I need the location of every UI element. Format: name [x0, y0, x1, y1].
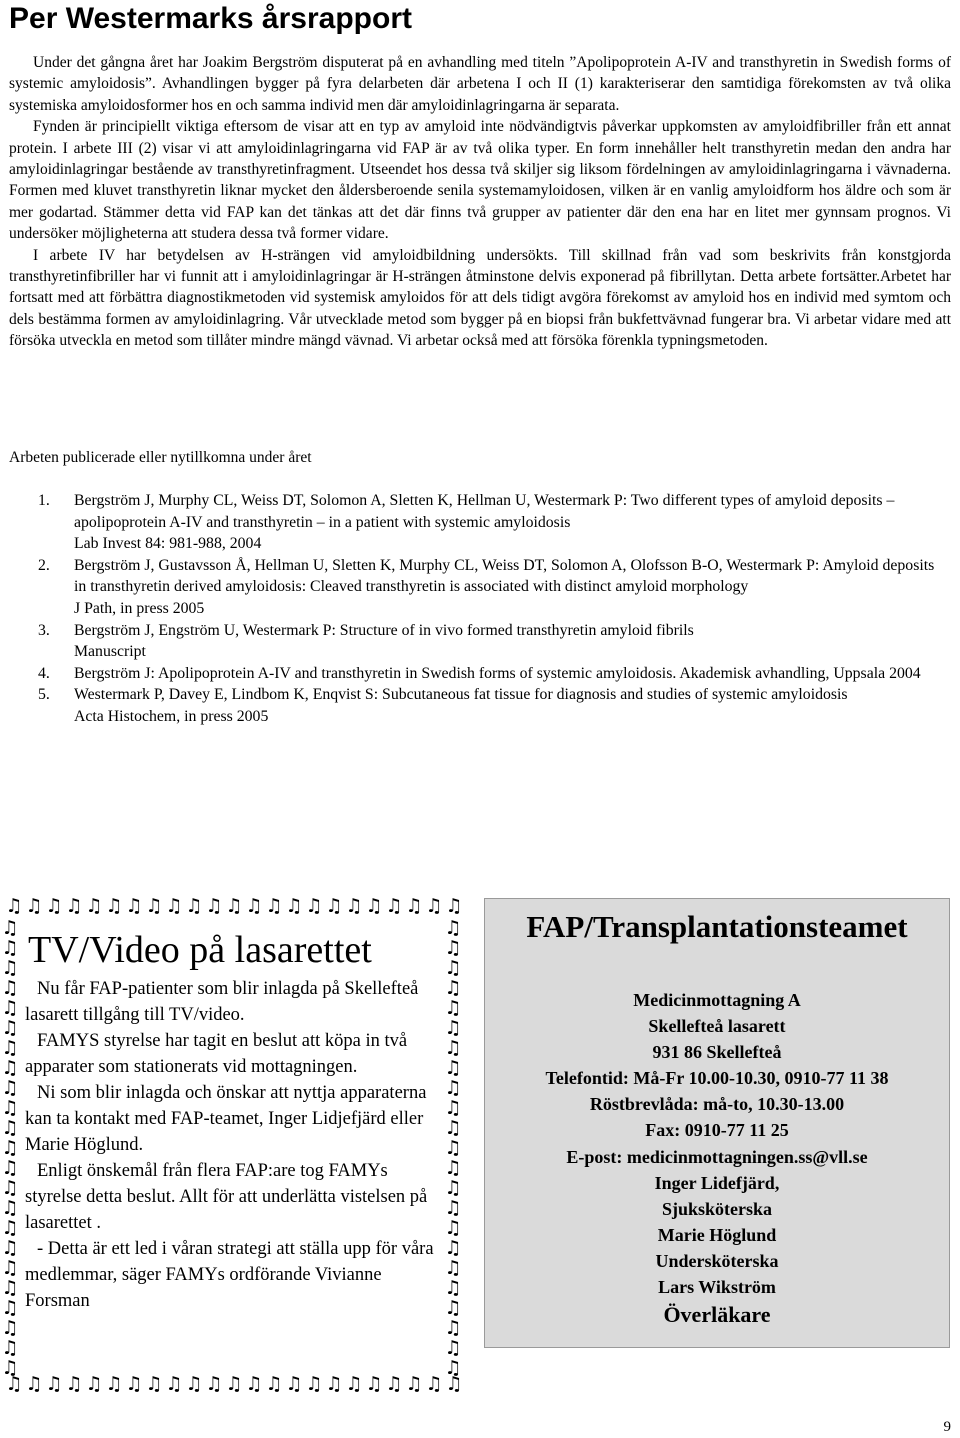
- music-note-icon: ♫: [365, 895, 383, 917]
- music-note-icon: ♫: [265, 1373, 283, 1395]
- music-note-icon: ♫: [345, 895, 363, 917]
- music-note-icon: ♫: [305, 895, 323, 917]
- music-note-border-bottom: [4, 1374, 464, 1394]
- music-note-icon: ♫: [1, 937, 19, 959]
- publication-number: 1.: [38, 492, 50, 509]
- music-note-icon: ♫: [225, 1373, 243, 1395]
- music-note-icon: ♫: [444, 1257, 462, 1279]
- contact-line: Överläkare: [663, 1302, 771, 1328]
- publication-number: 5.: [38, 686, 50, 704]
- music-note-icon: ♫: [305, 1373, 323, 1395]
- tv-video-paragraph: Nu får FAP-patienter som blir inlagda på Skellefteå lasarett tillgång till TV/video.: [25, 979, 419, 1025]
- publications-heading: Arbeten publicerade eller nytillkomna under året: [9, 449, 312, 466]
- music-note-icon: ♫: [1, 1337, 19, 1359]
- music-note-icon: ♫: [444, 937, 462, 959]
- contact-line: Lars Wikström: [658, 1277, 776, 1298]
- music-note-icon: ♫: [405, 1373, 423, 1395]
- music-note-icon: ♫: [145, 1373, 163, 1395]
- music-note-icon: ♫: [405, 895, 423, 917]
- contact-line: Skellefteå lasarett: [648, 1016, 786, 1037]
- music-note-icon: ♫: [25, 895, 43, 917]
- music-note-icon: ♫: [1, 1357, 19, 1379]
- music-note-icon: ♫: [444, 1277, 462, 1299]
- music-note-icon: ♫: [444, 1037, 462, 1059]
- music-note-icon: ♫: [365, 1373, 383, 1395]
- music-note-icon: ♫: [185, 895, 203, 917]
- music-note-icon: ♫: [5, 1373, 23, 1395]
- music-note-icon: ♫: [1, 1117, 19, 1139]
- fap-team-title: FAP/Transplantationsteamet: [526, 909, 908, 944]
- publication-citation: Bergström J, Gustavsson Å, Hellman U, Sletten K, Murphy CL, Weiss DT, Solomon A, Olofsson B-O, Westermark P: Amyloid deposits in transthyretin derived amyloidosis: Cleaved transthyretin is associated with distinct amyloid morphology: [74, 556, 935, 596]
- publication-item: [38, 684, 950, 727]
- tv-video-box: [0, 896, 468, 1396]
- music-note-border-top: [4, 896, 464, 916]
- music-note-icon: ♫: [444, 1237, 462, 1259]
- music-note-icon: ♫: [444, 1017, 462, 1039]
- music-note-icon: ♫: [1, 1197, 19, 1219]
- contact-line: Undersköterska: [655, 1250, 779, 1271]
- music-note-icon: ♫: [65, 895, 83, 917]
- music-note-icon: ♫: [1, 1057, 19, 1079]
- music-note-icon: ♫: [444, 977, 462, 999]
- music-note-icon: ♫: [1, 1077, 19, 1099]
- music-note-icon: ♫: [145, 895, 163, 917]
- publication-source: Manuscript: [74, 643, 146, 661]
- publication-citation: Bergström J: Apolipoprotein A-IV and transthyretin in Swedish forms of systemic amyloidosis. Akademisk avhandling, Uppsala 2004: [74, 664, 921, 682]
- publication-source: J Path, in press 2005: [74, 599, 205, 617]
- contact-line: Sjuksköterska: [661, 1198, 773, 1219]
- music-note-icon: ♫: [444, 1197, 462, 1219]
- music-note-icon: ♫: [444, 1097, 462, 1119]
- music-note-icon: ♫: [1, 1297, 19, 1319]
- intro-paragraph: I arbete IV har betydelsen av H-strängen vid amyloidbildning undersökts. Till skillnad från vad som beskrivits från konstgjorda transthyretinfibriller har vi funnit att i amyloidinlagringar är H-strängen åtminstone delvis exponerad på fibrillytan. Detta arbete fortsätter.Arbetet har fortsatt med att förbättra diagnostikmetoden vid systemisk amyloidos för att dels tidigt avgöra förekomst av amyloid hos en individ med symtom och dels bestämma formen av amyloidinlagring. Vår utvecklade metod som bygger på en biopsi från bukfettvävnad fungerar bra. Vi arbetar vidare med att försöka utveckla en metod som tillåter mindre mängd vävnad. Vi arbetar också med att försöka förenkla typningsmetoden.: [9, 246, 951, 350]
- music-note-icon: ♫: [444, 1077, 462, 1099]
- music-note-icon: ♫: [125, 1373, 143, 1395]
- music-note-icon: ♫: [285, 895, 303, 917]
- fap-team-contact: [485, 987, 949, 1330]
- music-note-icon: ♫: [444, 1337, 462, 1359]
- music-note-icon: ♫: [45, 1373, 63, 1395]
- music-note-icon: ♫: [1, 977, 19, 999]
- music-note-icon: ♫: [444, 1157, 462, 1179]
- music-note-icon: ♫: [444, 957, 462, 979]
- music-note-icon: ♫: [185, 1373, 203, 1395]
- music-note-icon: ♫: [205, 895, 223, 917]
- intro-text: [9, 52, 951, 352]
- music-note-icon: ♫: [1, 1097, 19, 1119]
- intro-paragraph: Under det gångna året har Joakim Bergström disputerat på en avhandling med titeln ”Apolipoprotein A-IV and transthyretin in Swedish forms of systemic amyloidosis”. Avhandlingen bygger på fyra delarbeten där arbetena I och II (1) karakteriserar den samtidiga förekomsten av två olika systemiska amyloidosformer hos en och samma individ men där amyloidinlagringarna är separata.: [9, 54, 951, 114]
- intro-paragraph: Fynden är principiellt viktiga eftersom de visar att en typ av amyloid inte nödvändigtvis påverkar uppkomsten av amyloidfibriller från ett annat protein. I arbete III (2) visar vi att amyloidinlagringarna vid FAP är av två olika typer. En form innehåller helt transthyretin medan den andra har amyloidinlagringar bestående av transthyretinfragment. Utseendet hos dessa två skiljer sig liksom fördelningen av amyloidinlagringarna i vävnaderna. Formen med kluvet transthyretin liknar mycket den åldersberoende senila systemamyloidosen, vilken är en vanlig amyloidform hos äldre och som är mer godartad. Stämmer detta vid FAP kan det tänkas att det där finns två grupper av patienter där den ena har en litet mer gynnsam prognos. Vi undersöker möjligheterna att studera dessa två former vidare.: [9, 118, 951, 243]
- music-note-icon: ♫: [325, 895, 343, 917]
- music-note-icon: ♫: [444, 1117, 462, 1139]
- contact-line: Marie Höglund: [657, 1224, 777, 1245]
- publication-citation: Bergström J, Murphy CL, Weiss DT, Solomon A, Sletten K, Hellman U, Westermark P: Two different types of amyloid deposits – apolipoprotein A-IV and transthyretin – in a patient with systemic amyloidosis: [74, 492, 895, 531]
- publication-citation: Bergström J, Engström U, Westermark P: Structure of in vivo formed transthyretin amyloid fibrils: [74, 621, 694, 639]
- music-note-icon: ♫: [444, 1357, 462, 1379]
- publication-number: 3.: [38, 621, 50, 639]
- tv-video-paragraph: - Detta är ett led i våran strategi att ställa upp för våra medlemmar, säger FAMYs ordförande Vivianne Forsman: [25, 1239, 434, 1311]
- music-note-icon: ♫: [425, 895, 443, 917]
- page-title: Per Westermarks årsrapport: [9, 2, 412, 35]
- music-note-icon: ♫: [385, 895, 403, 917]
- page-number: 9: [943, 1419, 951, 1435]
- music-note-icon: ♫: [1, 997, 19, 1019]
- music-note-border-left: [0, 918, 20, 1378]
- music-note-icon: ♫: [444, 1317, 462, 1339]
- publication-item: [38, 663, 950, 685]
- music-note-icon: ♫: [1, 1157, 19, 1179]
- music-note-icon: ♫: [444, 1297, 462, 1319]
- music-note-icon: ♫: [1, 1177, 19, 1199]
- music-note-icon: ♫: [1, 1237, 19, 1259]
- contact-line: Medicinmottagning A: [633, 990, 801, 1010]
- music-note-icon: ♫: [425, 1373, 443, 1395]
- music-note-icon: ♫: [444, 1177, 462, 1199]
- music-note-icon: ♫: [1, 1257, 19, 1279]
- music-note-icon: ♫: [45, 895, 63, 917]
- music-note-icon: ♫: [444, 1217, 462, 1239]
- contact-line: Röstbrevlåda: må-to, 10.30-13.00: [589, 1094, 845, 1115]
- music-note-icon: ♫: [345, 1373, 363, 1395]
- music-note-icon: ♫: [1, 1277, 19, 1299]
- tv-video-paragraph: Ni som blir inlagda och önskar att nyttja apparaterna kan ta kontakt med FAP-teamet, Inger Lidjefjärd eller Marie Höglund.: [25, 1083, 427, 1155]
- music-note-icon: ♫: [125, 895, 143, 917]
- music-note-icon: ♫: [245, 895, 263, 917]
- music-note-icon: ♫: [445, 1373, 463, 1395]
- music-note-icon: ♫: [105, 895, 123, 917]
- tv-video-text: [25, 976, 443, 1314]
- music-note-icon: ♫: [285, 1373, 303, 1395]
- tv-video-paragraph: FAMYS styrelse har tagit en beslut att köpa in två apparater som stationerats vid mottagningen.: [25, 1031, 408, 1077]
- music-note-icon: ♫: [444, 997, 462, 1019]
- music-note-icon: ♫: [225, 895, 243, 917]
- music-note-icon: ♫: [444, 917, 462, 939]
- contact-email: E-post: medicinmottagningen.ss@vll.se: [566, 1146, 868, 1167]
- contact-line: Inger Lidefjärd,: [654, 1172, 780, 1193]
- music-note-icon: ♫: [85, 895, 103, 917]
- publication-source: Acta Histochem, in press 2005: [74, 707, 269, 725]
- tv-video-title: TV/Video på lasarettet: [28, 929, 372, 971]
- music-note-icon: ♫: [1, 1017, 19, 1039]
- contact-line: Telefontid: Må-Fr 10.00-10.30, 0910-77 11 38: [545, 1068, 889, 1089]
- music-note-icon: ♫: [444, 1057, 462, 1079]
- music-note-icon: ♫: [105, 1373, 123, 1395]
- contact-line: 931 86 Skellefteå: [652, 1042, 782, 1063]
- tv-video-paragraph: Enligt önskemål från flera FAP:are tog FAMYs styrelse detta beslut. Allt för att underlätta vistelsen på lasarettet .: [25, 1161, 428, 1233]
- publication-source: Lab Invest 84: 981-988, 2004: [74, 535, 262, 553]
- publication-item: [38, 620, 950, 663]
- publications-list: [38, 490, 950, 728]
- music-note-icon: ♫: [165, 895, 183, 917]
- music-note-icon: ♫: [445, 895, 463, 917]
- fap-team-box: [484, 898, 950, 1348]
- music-note-icon: ♫: [444, 1137, 462, 1159]
- music-note-icon: ♫: [325, 1373, 343, 1395]
- publication-item: [38, 490, 950, 555]
- publication-number: 2.: [38, 556, 50, 574]
- publication-citation: Westermark P, Davey E, Lindbom K, Enqvist S: Subcutaneous fat tissue for diagnosis and studies of systemic amyloidosis: [74, 686, 848, 704]
- contact-line: Fax: 0910-77 11 25: [645, 1120, 789, 1141]
- music-note-icon: ♫: [25, 1373, 43, 1395]
- music-note-icon: ♫: [5, 895, 23, 917]
- music-note-icon: ♫: [1, 1317, 19, 1339]
- music-note-icon: ♫: [265, 895, 283, 917]
- music-note-icon: ♫: [205, 1373, 223, 1395]
- music-note-icon: ♫: [1, 1137, 19, 1159]
- music-note-icon: ♫: [1, 1217, 19, 1239]
- music-note-icon: ♫: [245, 1373, 263, 1395]
- publication-number: 4.: [38, 664, 50, 682]
- music-note-icon: ♫: [165, 1373, 183, 1395]
- music-note-icon: ♫: [385, 1373, 403, 1395]
- music-note-icon: ♫: [85, 1373, 103, 1395]
- music-note-icon: ♫: [65, 1373, 83, 1395]
- music-note-border-right: [443, 918, 463, 1378]
- music-note-icon: ♫: [1, 957, 19, 979]
- music-note-icon: ♫: [1, 917, 19, 939]
- music-note-icon: ♫: [1, 1037, 19, 1059]
- publication-item: [38, 555, 950, 620]
